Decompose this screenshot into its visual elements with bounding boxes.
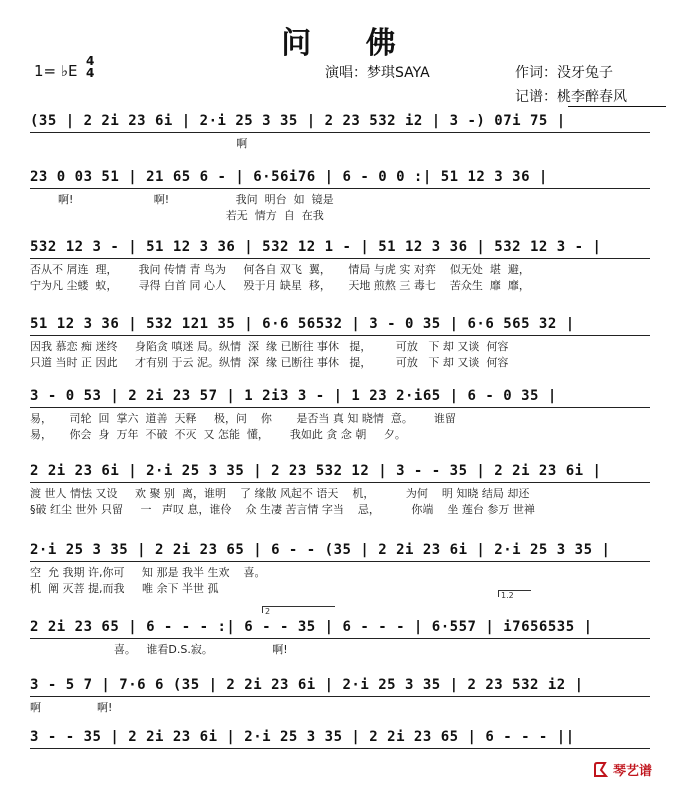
volta-1-label: 1.2 xyxy=(501,591,514,600)
notation-system xyxy=(30,112,670,152)
notation-system xyxy=(30,541,670,597)
lyric-line: 只道 当时 正 因此 才有别 于云 泥。纵情 深 缘 已断往 事休 提， 可放 下 却 又谈 何容 xyxy=(30,356,509,369)
lyric-line: §破 红尘 世外 只留 一 声叹 息，谁伶 众 生凄 苦言情 字当 忌， 你端 坐 莲台 参万 世禅 xyxy=(30,503,535,516)
beam-line xyxy=(30,638,650,639)
notation-line: 3 - 5 7 | 7·6 6 (35 | 2 2i 23 6i | 2·i 25 3 35 | 2 23 532 i2 | xyxy=(30,677,584,693)
lyric-line: 机 阐 灭菩 提,而我 唯 余下 半世 孤 xyxy=(30,582,219,595)
notation-line: 2 2i 23 65 | 6 - - - :| 6 - - 35 | 6 - - - | 6·557 | i7656535 | xyxy=(30,619,593,635)
lyric-line: 渡 世人 情怯 又设 欢 聚 别 离，谁明 了 缘散 风起不 语天 机， 为何 明 知晓 结局 却还 xyxy=(30,487,530,500)
beam-line xyxy=(30,482,650,483)
notation-system xyxy=(30,387,670,443)
notation-system xyxy=(30,238,670,294)
time-signature xyxy=(86,55,94,79)
singer-credit: 演唱：梦琪SAYA xyxy=(325,65,430,81)
lyric-line xyxy=(30,752,670,768)
lyric-line: 若无 情方 自 在我 xyxy=(30,209,324,222)
volta-1-bracket xyxy=(498,590,531,600)
lyric-line: 啊 xyxy=(30,137,248,150)
notation-line: 532 12 3 - | 51 12 3 36 | 532 12 1 - | 51 12 3 36 | 532 12 3 - | xyxy=(30,239,602,255)
lyric-line: 喜。 谁看D.S.寂。 啊! xyxy=(30,643,288,656)
key-signature: 1= ♭E xyxy=(34,62,78,80)
beam-line xyxy=(30,561,650,562)
lyric-line: 易， 司轮 回 掌六 道善 天释 极，问 你 是否当 真 知 晓情 意。 谁留 xyxy=(30,412,456,425)
notation-line: 3 - - 35 | 2 2i 23 6i | 2·i 25 3 35 | 2 2i 23 65 | 6 - - - || xyxy=(30,729,575,745)
notation-line: 2·i 25 3 35 | 2 2i 23 65 | 6 - - (35 | 2 2i 23 6i | 2·i 25 3 35 | xyxy=(30,542,611,558)
beam-line xyxy=(30,132,650,133)
beam-line xyxy=(30,696,650,697)
notation-system xyxy=(30,168,670,224)
notation-line: 3 - 0 53 | 2 2i 23 57 | 1 2i3 3 - | 1 23 2·i65 | 6 - 0 35 | xyxy=(30,388,557,404)
song-title: 问 佛 xyxy=(281,26,418,61)
lyric-line: 宁为凡 尘蝼 蚁， 寻得 白首 同 心人 殁于月 缺星 移， 天地 煎熬 三 毒七 苦众生 靡 靡， xyxy=(30,279,530,292)
notation-line: 51 12 3 36 | 532 121 35 | 6·6 56532 | 3 - 0 35 | 6·6 565 32 | xyxy=(30,316,575,332)
lyric-line: 因我 慕恋 痴 迷终 身陷贪 嗔迷 局。纵情 深 缘 已断往 事休 提， 可放 下 却 又谈 何容 xyxy=(30,340,509,353)
notation-system xyxy=(30,618,670,658)
notation-line: (35 | 2 2i 23 6i | 2·i 25 3 35 | 2 23 532 i2 | 3 -) 07i 75 | xyxy=(30,113,566,129)
beam-line xyxy=(30,407,650,408)
volta-2-bracket xyxy=(262,606,335,616)
notation-system xyxy=(30,676,670,716)
logo-icon xyxy=(592,761,610,779)
beam-line xyxy=(30,258,650,259)
lyricist-credit: 作词：没牙兔子 xyxy=(515,65,613,81)
lyric-line: 啊 啊! xyxy=(30,701,113,714)
notation-system xyxy=(30,462,670,518)
beam-line xyxy=(30,188,650,189)
lyric-line: 空 允 我期 许,你可 知 那是 我半 生欢 喜。 xyxy=(30,566,266,579)
lyric-line: 否从不 屑连 理， 我问 传情 青 鸟为 何各自 双飞 翼， 情局 与虎 实 对弈 似无处 堪 避， xyxy=(30,263,530,276)
time-sig-bottom: 4 xyxy=(86,66,95,80)
time-sig-top: 4 xyxy=(86,54,95,68)
notation-line: 23 0 03 51 | 21 65 6 - | 6·56i76 | 6 - 0 0 :| 51 12 3 36 | xyxy=(30,169,548,185)
transcriber-underline xyxy=(568,106,666,107)
beam-line xyxy=(30,335,650,336)
transcriber-credit: 记谱：桃李醉春风 xyxy=(515,89,627,105)
beam-line xyxy=(30,748,650,749)
lyric-line: 啊! 啊! 我问 明台 如 镜是 xyxy=(30,193,334,206)
notation-line: 2 2i 23 6i | 2·i 25 3 35 | 2 23 532 12 | 3 - - 35 | 2 2i 23 6i | xyxy=(30,463,602,479)
notation-system xyxy=(30,728,670,768)
volta-2-label: 2 xyxy=(265,607,271,616)
lyric-line: 易， 你会 身 万年 不破 不灭 又 怎能 懂， 我如此 贪 念 朝 夕。 xyxy=(30,428,406,441)
site-logo xyxy=(592,760,652,779)
logo-text: 琴艺谱 xyxy=(613,764,653,779)
notation-system xyxy=(30,315,670,371)
